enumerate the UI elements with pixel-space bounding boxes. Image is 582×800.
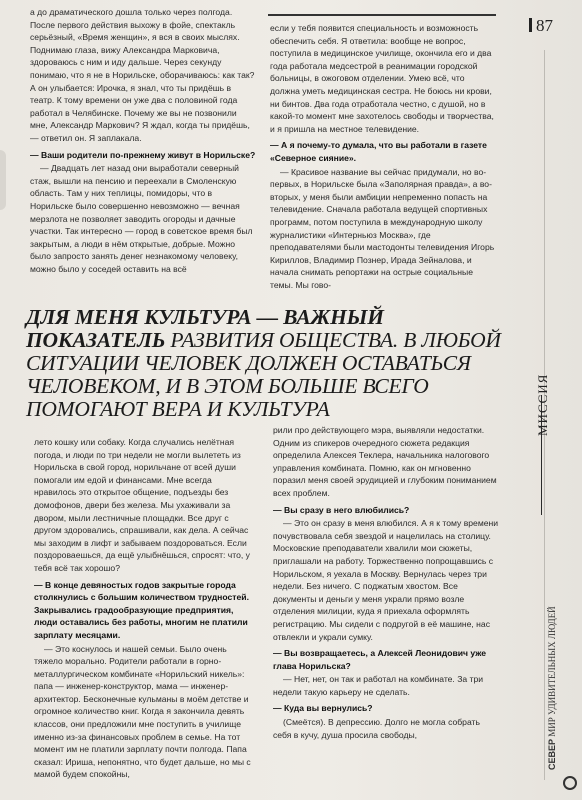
- paragraph: — Это коснулось и нашей семьи. Было очень тяжело морально. Родители работали в горно-металлургическом комбинате «Норильский никель»: папа — инженер-конструктор, мама — инженер-архитектор. Бесконечные кульманы в моём детстве и огромное количество книг. Когда я закончила девять классов, они предложили мне поступить в училище именно из-за финансовых проблем в семье. На тот момент им не платили зарплату почти полгода. Папа сказал: Ириша, непонятно, что будет дальше, но мы с мамой будем спокойны,: [34, 643, 251, 780]
- column-bottom-right: [273, 424, 499, 742]
- pull-quote-lead: ДЛЯ МЕНЯ КУЛЬТУРА — ВАЖНЫЙ ПОКАЗАТЕЛЬ: [26, 305, 384, 352]
- question: — Куда вы вернулись?: [273, 703, 373, 714]
- brand-strip: [547, 590, 563, 770]
- section-label: МИССИЯ: [535, 373, 550, 437]
- column-bottom-left: [34, 436, 256, 782]
- page-number: 87: [536, 16, 553, 35]
- paragraph: — Двадцать лет назад они выработали северный стаж, вышли на пенсию и переехали в Смоленскую область. Там у них теплицы, помидоры, что в Норильске было совершенно невозможно — вечная мерзлота не позволяет заводить огороды и дачные участки. Так интересно — город в советское время был закрытым, а люди в нём открытые, добрые. Можно было запросто занять денег незнакомому человеку, можно было у соседей оставить на всё: [30, 163, 253, 274]
- paragraph: — Это он сразу в меня влюбился. А я к тому времени почувствовала себя звездой и нацелилась на столицу. Московские преподаватели хвалили мои сюжеты, приглашали на работу. Торжественно попрощавшись с Норильском, я уехала в Москву. Вернулась через три недели. Без ничего. С поджатым хвостом. Все документы и деньги у меня украли прямо возле отделения милиции, куда я приехала оформлять регистрацию. Мы сидели с подругой в её машине, нас отвлекли и украли сумку.: [273, 518, 499, 642]
- column-top-right: [270, 22, 496, 292]
- question: — Вы возвращаетесь, а Алексей Леонидович уже глава Норильска?: [273, 648, 487, 671]
- brand-rubric: МИР УДИВИТЕЛЬНЫХ ЛЮДЕЙ: [547, 606, 557, 737]
- page-number-bar: [529, 18, 532, 32]
- question: — Вы сразу в него влюбились?: [273, 504, 410, 515]
- paragraph: если у тебя появится специальность и возможность обеспечить себя. Я ответила: вообще не вопрос, поступила в медицинское училище, окончила его и два года работала медсестрой в реанимации городской больницы, в ожоговом отделении. Умею всё, что должна уметь медицинская сестра. Не боюсь ни крови, ни бинтов. Два года отработала честно, с душой, но в какой-то момент мне захотелось свободы и творчества, и я пришла на местное телевидение.: [270, 23, 494, 134]
- question: — А я почему-то думала, что вы работали в газете «Северное сияние».: [270, 140, 487, 163]
- question: — В конце девяностых годов закрытые города столкнулись с большим количеством трудностей. Закрывались градообразующие предприятия, люди оставались без работы, многим не платили зарплату месяцами.: [34, 579, 249, 640]
- ring-icon: [563, 776, 577, 790]
- brand-name: СЕВЕР: [547, 738, 557, 770]
- paragraph: лето кошку или собаку. Когда случались нелётная погода, и люди по три недели не могли вылететь из Норильска в свой город, норильчане от всей души помогали им едой и финансами. Мне всегда нравилось это открытое общение, подъезды без домофонов, двери без железа. Мы ухаживали за двором, мыли лестничные площадки. Все друг с другом здоровались, спрашивали, как дела. А сейчас мы заходим в лифт и забываем поздороваться. Если поздороваешься, да ещё улыбнёшься, спросят: что, у тебя всё так хорошо?: [34, 437, 250, 573]
- question: — Ваши родители по-прежнему живут в Норильске?: [30, 149, 256, 160]
- paragraph: рили про действующего мэра, выявляли недостатки. Одним из спикеров очередного сюжета редакция определила Алексея Теклера, начальника налогового управления комбината. Помню, как он мгновенно поразил меня своей эрудицией и глубоким пониманием всех проблем.: [273, 425, 497, 498]
- column-top-left: [30, 6, 256, 276]
- paragraph: (Смеётся). В депрессию. Долго не могла собрать себя в кучу, душа просила свободы,: [273, 717, 480, 740]
- pull-quote-rest: РАЗВИТИЯ ОБЩЕСТВА. В ЛЮБОЙ СИТУАЦИИ ЧЕЛОВЕК ДОЛЖЕН ОСТАВАТЬСЯ ЧЕЛОВЕКОМ, И В ЭТОМ БОЛЬШЕ ВСЕГО ПОМОГАЮТ ВЕРА И КУЛЬТУРА: [26, 328, 501, 421]
- paragraph: — Красивое название вы сейчас придумали, но во-первых, в Норильске была «Заполярная правда», а во-вторых, у меня были амбиции непременно попасть на телевидение. Сначала работала ведущей спортивных программ, потом поступила в международную школу журналистики «Интерньюз Москва», где преподавателями были мастодонты телевидения Игорь Кириллов, Владимир Познер, Ирада Зейналова, и начала снимать репортажи на острые социальные темы. Мы гово-: [270, 166, 495, 290]
- top-rule: [268, 14, 496, 20]
- paragraph: а до драматического дошла только через полгода. После первого действия выхожу в фойе, спектакль серьёзный, «Время женщин», я вся в своих мыслях. Поднимаю глаза, вижу Александра Марковича, здороваюсь с ним и иду дальше. Через секунду понимаю, что я не в Норильске, оборачиваюсь: как так? А он улыбается: Ирочка, я знал, что ты придёшь в театр. К тому времени он уже два с половиной года работал в Челябинске. Почему же вы не позвонили мне, Александр Маркович? Я ждал, когда ты придёшь, — ответил он. Я заплакала.: [30, 7, 255, 143]
- pull-quote: [26, 306, 514, 421]
- paragraph: — Нет, нет, он так и работал на комбинате. За три недели такую карьеру не сделать.: [273, 674, 484, 697]
- binding-hole: [0, 150, 6, 210]
